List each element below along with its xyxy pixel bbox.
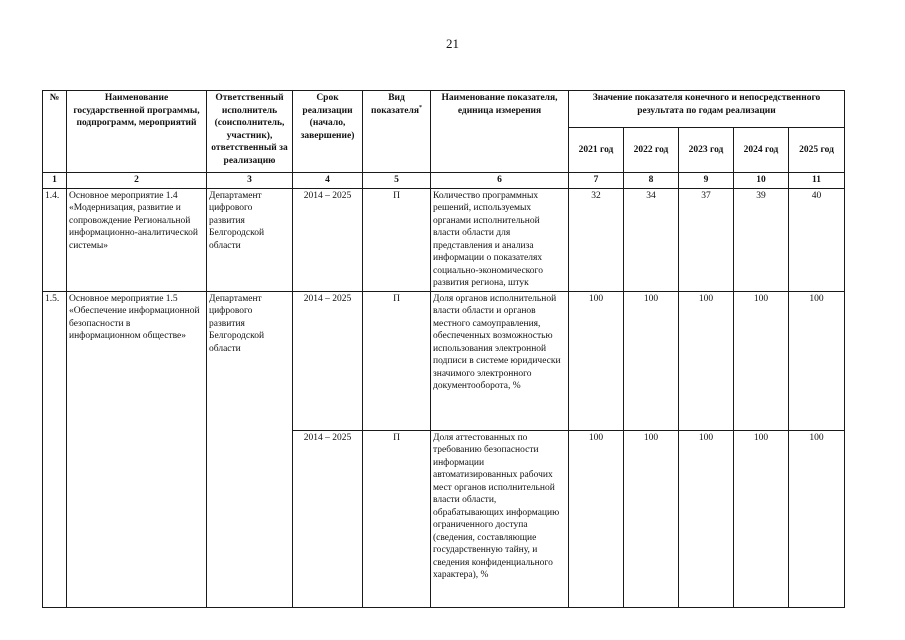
row-value: 34 <box>624 188 679 291</box>
row-term: 2014 – 2025 <box>293 291 363 430</box>
header-type-label: Вид показателя <box>371 93 419 116</box>
column-number: 3 <box>207 173 293 189</box>
row-value: 37 <box>679 188 734 291</box>
row-value: 100 <box>734 430 789 607</box>
row-name: Основное мероприятие 1.4 «Модернизация, развитие и сопровождение Региональной информационно-аналитической системы» <box>67 188 207 291</box>
program-indicators-table <box>42 90 845 608</box>
row-num: 1.5. <box>43 291 67 607</box>
header-year: 2024 год <box>734 128 789 173</box>
header-type <box>363 91 431 173</box>
row-term: 2014 – 2025 <box>293 188 363 291</box>
table-header-row <box>43 91 845 128</box>
header-term: Срок реализации (начало, завершение) <box>293 91 363 173</box>
row-type: П <box>363 188 431 291</box>
row-value: 100 <box>569 291 624 430</box>
page-number: 21 <box>446 36 459 51</box>
row-indicator: Доля аттестованных по требованию безопасности информации автоматизированных рабочих мест органов исполнительной власти области, обрабатывающих информацию ограниченного доступа (сведения, составляющие государственную тайну, и сведения конфиденциального характера), % <box>431 430 569 607</box>
row-value: 100 <box>734 291 789 430</box>
header-num: № <box>43 91 67 173</box>
header-year: 2025 год <box>789 128 845 173</box>
row-indicator: Доля органов исполнительной власти области и органов местного самоуправления, обеспеченных возможностью использования электронной подписи в системе юридически значимого электронного документооборота, % <box>431 291 569 430</box>
header-type-mark: * <box>418 104 422 111</box>
header-values-group: Значение показателя конечного и непосредственного результата по годам реализации <box>569 91 845 128</box>
row-num: 1.4. <box>43 188 67 291</box>
row-value: 100 <box>679 291 734 430</box>
row-value: 100 <box>679 430 734 607</box>
row-value: 100 <box>624 291 679 430</box>
row-term: 2014 – 2025 <box>293 430 363 607</box>
column-number: 2 <box>67 173 207 189</box>
header-year: 2021 год <box>569 128 624 173</box>
row-executor: Департамент цифрового развития Белгородской области <box>207 291 293 607</box>
column-number: 8 <box>624 173 679 189</box>
header-year: 2022 год <box>624 128 679 173</box>
column-number-row <box>43 173 845 189</box>
header-name: Наименование государственной программы, подпрограмм, мероприятий <box>67 91 207 173</box>
column-number: 7 <box>569 173 624 189</box>
row-type: П <box>363 430 431 607</box>
header-indicator: Наименование показателя, единица измерения <box>431 91 569 173</box>
header-executor: Ответственный исполнитель (соисполнитель, участник), ответственный за реализацию <box>207 91 293 173</box>
row-indicator: Количество программных решений, используемых органами исполнительной власти области для представления и анализа информации о показателях социально-экономического развития региона, штук <box>431 188 569 291</box>
row-name: Основное мероприятие 1.5 «Обеспечение информационной безопасности в информационном обществе» <box>67 291 207 607</box>
column-number: 6 <box>431 173 569 189</box>
column-number: 10 <box>734 173 789 189</box>
column-number: 11 <box>789 173 845 189</box>
column-number: 1 <box>43 173 67 189</box>
table-row <box>43 291 845 430</box>
row-type: П <box>363 291 431 430</box>
column-number: 4 <box>293 173 363 189</box>
column-number: 5 <box>363 173 431 189</box>
row-value: 32 <box>569 188 624 291</box>
row-value: 100 <box>624 430 679 607</box>
row-value: 39 <box>734 188 789 291</box>
column-number: 9 <box>679 173 734 189</box>
header-year: 2023 год <box>679 128 734 173</box>
row-value: 100 <box>789 291 845 430</box>
table-row <box>43 188 845 291</box>
row-value: 100 <box>569 430 624 607</box>
row-value: 100 <box>789 430 845 607</box>
row-value: 40 <box>789 188 845 291</box>
row-executor: Департамент цифрового развития Белгородской области <box>207 188 293 291</box>
